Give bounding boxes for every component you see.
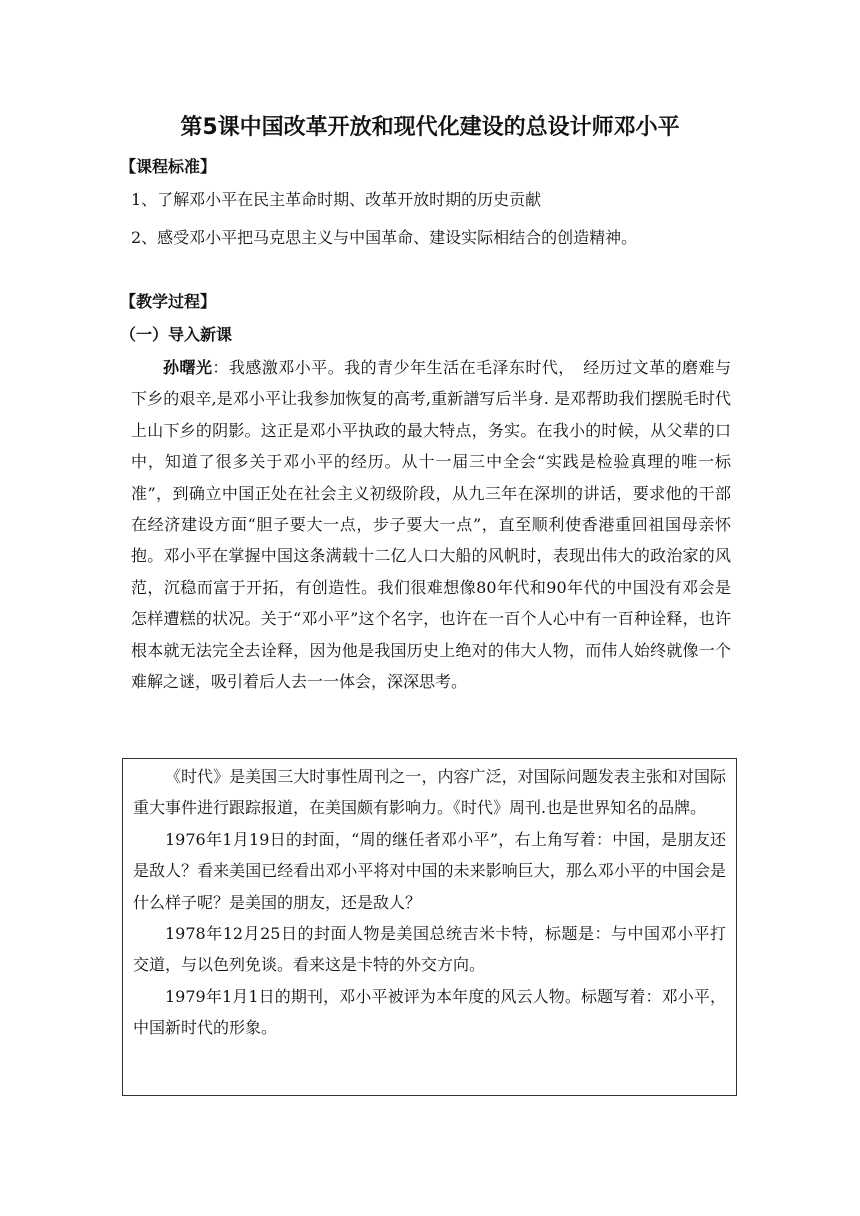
curriculum-heading: 【课程标准】 bbox=[120, 157, 217, 176]
time-magazine-box bbox=[122, 758, 737, 1096]
intro-quote-text: 我感激邓小平。我的青少年生活在毛泽东时代， 经历过文革的磨难与下乡的艰辛,是邓小平让我参加恢复的高考,重新譜写后半身. 是邓帮助我们摆脱毛时代上山下乡的阴影。这正是邓小平执政的最大特点，务实。在我小的时候，从父辈的口中，知道了很多关于邓小平的经历。从十一届三中全会“实践是检验真理的唯一标准”，到确立中国正处在社会主义初级阶段，从九三年在深圳的讲话，要求他的干部在经济建设方面“胆子要大一点，步子要大一点”，直至顺利使香港重回祖国母亲怀抱。邓小平在掌握中国这条满载十二亿人口大船的风帆时，表现出伟大的政治家的风范，沉稳而富于开拓，有创造性。我们很难想像80年代和90年代的中国没有邓会是怎样遭糕的状况。关于“邓小平”这个名字，也许在一百个人心中有一百种诠释，也许根本就无法完全去诠释，因为他是我国历史上绝对的伟大人物，而伟人始终就像一个难解之谜，吸引着后人去一一体会，深深思考。 bbox=[131, 358, 731, 692]
speaker-separator: ： bbox=[212, 358, 229, 377]
box-paragraph-4: 1979年1月1日的期刊，邓小平被评为本年度的风云人物。标题写着：邓小平，中国新时代的形象。 bbox=[133, 986, 726, 1038]
teaching-heading: 【教学过程】 bbox=[120, 292, 217, 311]
box-paragraph-2: 1976年1月19日的封面，“周的继任者邓小平”，右上角写着：中国，是朋友还是敌人？看来美国已经看出邓小平将对中国的未来影响巨大，那么邓小平的中国会是什么样子呢？是美国的朋友，还是敌人？ bbox=[133, 829, 726, 912]
speaker-name: 孙曙光 bbox=[163, 358, 213, 377]
curriculum-item-2: 2、感受邓小平把马克思主义与中国革命、建设实际相结合的创造精神。 bbox=[131, 228, 638, 247]
box-paragraph-1: 《时代》是美国三大时事性周刊之一，内容广泛，对国际问题发表主张和对国际重大事件进行跟踪报道，在美国颇有影响力。《时代》周刊.也是世界知名的品牌。 bbox=[133, 767, 726, 818]
curriculum-item-1: 1、了解邓小平在民主革命时期、改革开放时期的历史贡献 bbox=[131, 190, 542, 209]
teaching-subheading: （一）导入新课 bbox=[120, 325, 233, 344]
intro-quote-paragraph bbox=[131, 352, 731, 697]
lesson-title: 第5课中国改革开放和现代化建设的总设计师邓小平 bbox=[180, 115, 680, 140]
box-paragraph-3: 1978年12月25日的封面人物是美国总统吉米卡特，标题是：与中国邓小平打交道，与以色列免谈。看来这是卡特的外交方向。 bbox=[133, 924, 726, 975]
